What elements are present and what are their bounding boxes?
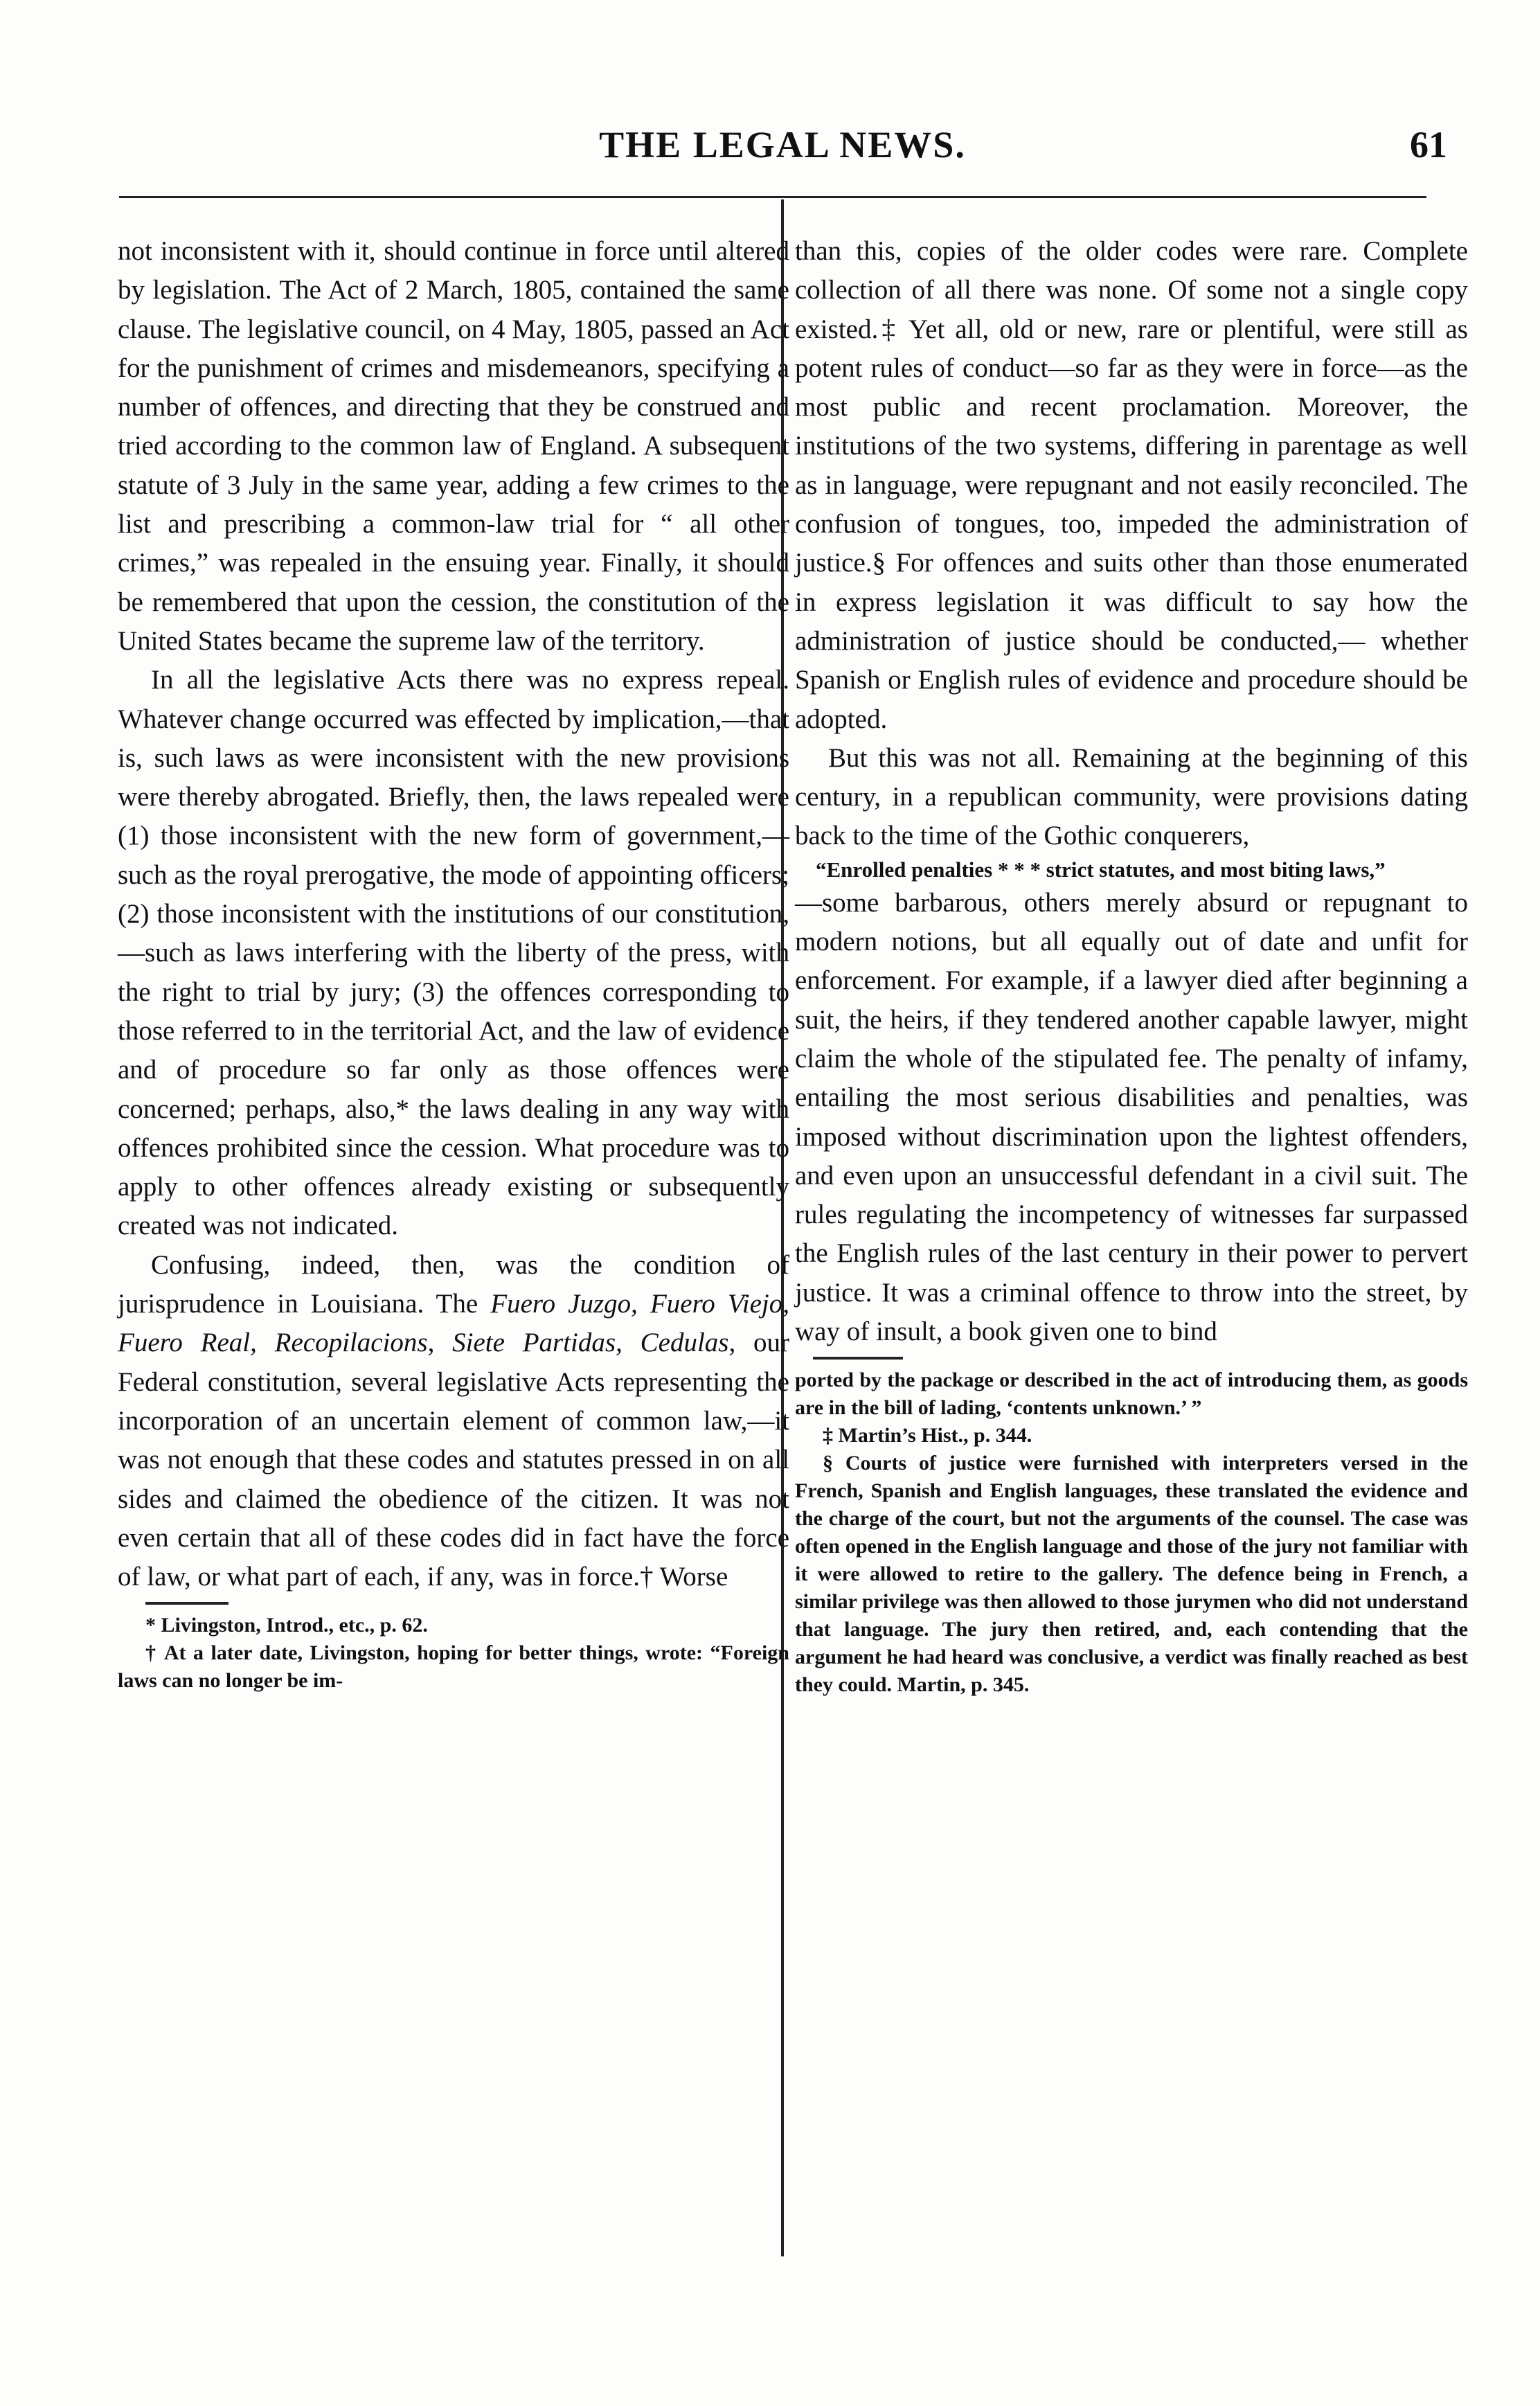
code-titles-italic: Fuero Juzgo, Fuero Viejo, Fuero Real, Recopilacions, Siete Partidas, Cedulas, [118, 1289, 790, 1358]
paragraph-text: Confusing, indeed, then, was the condition of jurisprudence in Louisiana. The [118, 1249, 789, 1319]
footnote-rule [813, 1357, 903, 1360]
footnotes [795, 1366, 1468, 1699]
page-number: 61 [1410, 124, 1447, 166]
block-quote: “Enrolled penalties * * * strict statutes, and most biting laws,” [816, 857, 1386, 882]
running-title: THE LEGAL NEWS. [599, 124, 966, 166]
paragraph: But this was not all. Remaining at the beginning of this century, in a republican community, were provisions dating back to the time of the Gothic conquerers, [795, 742, 1468, 851]
paragraph: In all the legislative Acts there was no express repeal. Whatever change occurred was effected by implication,—that is, such laws as were inconsistent with the new provisions were thereby abrogated. Briefly, then, the laws repealed were (1) those inconsistent with the new form of government,—such as the royal prerogative, the mode of appointing officers; (2) those inconsistent with the institutions of our constitution,—such as laws interfering with the liberty of the press, with the right to trial by jury; (3) the offences corresponding to those referred to in the territorial Act, and the law of evidence and of procedure so far only as those offences were concerned; perhaps, also,* the laws dealing in any way with offences prohibited since the cession. What procedure was to apply to other offences already existing or subsequently created was not indicated. [118, 665, 789, 1241]
paragraph: not inconsistent with it, should continue in force until altered by legislation. The Act of 2 March, 1805, contained the same clause. The legislative council, on 4 May, 1805, passed an Act for the punishment of crimes and misdemeanors, specifying a number of offences, and directing that they be construed and tried according to the common law of England. A subsequent statute of 3 July in the same year, adding a few crimes to the list and prescribing a common-law trial for “ all other crimes,” was repealed in the ensuing year. Finally, it should be remembered that upon the cession, the constitution of the United States became the supreme law of the territory. [118, 236, 789, 656]
header-rule [119, 196, 1426, 198]
footnote-rule [145, 1602, 229, 1605]
footnote: ‡ Martin’s Hist., p. 344. [823, 1424, 1032, 1447]
paragraph: than this, copies of the older codes were rare. Complete collection of all there was none. Of some not a single copy existed.‡ Yet all, old or new, rare or plentiful, were still as potent rules of conduct—so far as they were in force—as the most public and recent proclamation. Moreover, the institutions of the two systems, differing in parentage as well as in language, were repugnant and not easily reconciled. The confusion of tongues, too, impeded the administration of justice.§ For offences and suits other than those enumerated in express legislation it was difficult to say how the administration of justice should be conducted,— whether Spanish or English rules of evidence and procedure should be adopted. [795, 236, 1468, 734]
footnote: § Courts of justice were furnished with interpreters versed in the French, Spanish and English languages, these translated the evidence and the charge of the court, but not the arguments of the counsel. The case was often opened in the English language and those of the jury not familiar with it were allowed to retire to the gallery. The defence being in French, a similar privilege was then allowed to those jurymen who did not understand that language. The jury then retired, and, each contending that the argument he had heard was conclusive, a verdict was finally reached as best they could. Martin, p. 345. [795, 1452, 1469, 1697]
right-column [795, 232, 1468, 1699]
footnote: ported by the package or described in the act of introducing them, as goods are in the bill of lading, ‘contents unknown.’ ” [795, 1369, 1468, 1420]
footnote: † At a later date, Livingston, hoping for better things, wrote: “Foreign laws can no longer be im- [118, 1641, 789, 1693]
footnote: * Livingston, Introd., etc., p. 62. [145, 1614, 428, 1637]
left-column [118, 232, 789, 1695]
paragraph: —some barbarous, others merely absurd or repugnant to modern notions, but all equally out of date and unfit for enforcement. For example, if a lawyer died after beginning a suit, the heirs, if they tendered another capable lawyer, might claim the whole of the stipulated fee. The penalty of infamy, entailing the most serious disabilities and penalties, was imposed without discrimination upon the lightest offenders, and even upon an unsuccessful defendant in a civil suit. The rules regulating the incompetency of witnesses far surpassed the English rules of the last century in their power to pervert justice. It was a criminal offence to throw into the street, by way of insult, a book given one to bind [795, 887, 1468, 1347]
page-header [118, 123, 1447, 179]
paragraph-text: our Federal constitution, several legislative Acts representing the incorporation of an uncertain element of common law,—it was not enough that these codes and statutes pressed in on all sides and claimed the obedience of the citizen. It was not even certain that all of these codes did in fact have the force of law, or what part of each, if any, was in force.† Worse [118, 1328, 789, 1592]
footnotes [118, 1612, 789, 1695]
paragraph [118, 1246, 789, 1597]
